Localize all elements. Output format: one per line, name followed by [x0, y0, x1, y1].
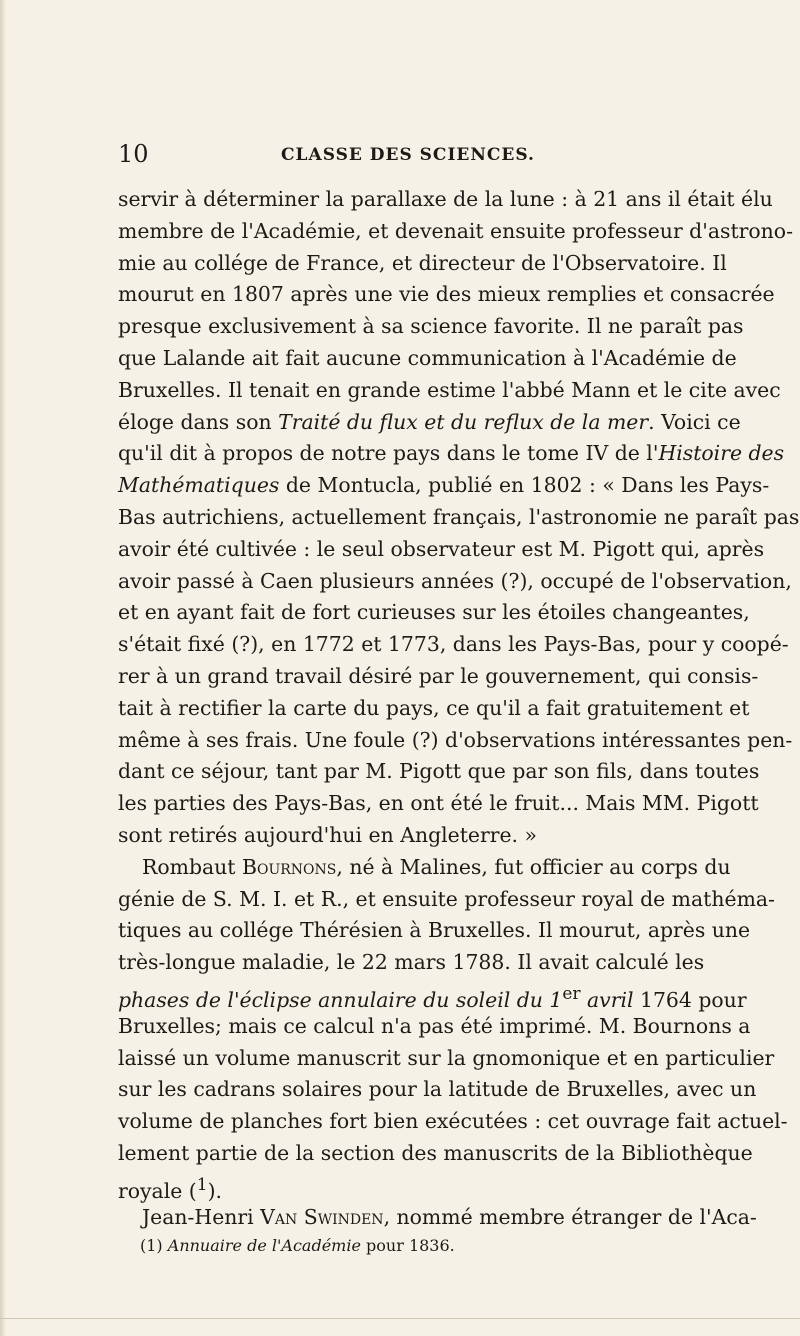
- text-line: Bruxelles; mais ce calcul n'a pas été imprimé. M. Bournons a: [118, 1013, 751, 1038]
- text-line: avoir passé à Caen plusieurs années (?), occupé de l'observation,: [118, 568, 792, 593]
- footnote: [140, 1234, 698, 1258]
- text-line: volume de planches fort bien exécutées : cet ouvrage fait actuel-: [118, 1109, 788, 1134]
- text-line: lement partie de la section des manuscrits de la Bibliothèque: [118, 1140, 753, 1165]
- text-segment: royale (: [118, 1178, 197, 1203]
- body-text: [118, 184, 800, 1233]
- text-line: [118, 1170, 698, 1202]
- superscript: er: [562, 983, 581, 1004]
- text-line: avoir été cultivée : le seul observateur est M. Pigott qui, après: [118, 536, 765, 561]
- text-line: presque exclusivement à sa science favorite. Il ne paraît pas: [118, 314, 744, 339]
- text-line: même à ses frais. Une foule (?) d'observations intéressantes pen-: [118, 727, 793, 752]
- page-bottom-rule: [0, 1318, 800, 1319]
- text-line: sont retirés aujourd'hui en Angleterre. »: [118, 822, 537, 847]
- page-number: 10: [118, 140, 149, 168]
- text-segment: . Voici ce: [648, 409, 741, 434]
- text-line: [118, 407, 741, 439]
- text-line: les parties des Pays-Bas, en ont été le fruit... Mais MM. Pigott: [118, 791, 759, 816]
- text-segment: , nommé membre étranger de l'Aca-: [383, 1204, 757, 1229]
- text-segment: qu'il dit à propos de notre pays dans le tome IV de l': [118, 441, 659, 466]
- text-line: [118, 852, 731, 884]
- italic-title: Traité du flux et du reflux de la mer: [278, 409, 649, 434]
- footnote-marker: (1): [140, 1236, 163, 1255]
- text-line: mourut en 1807 après une vie des mieux remplies et consacrée: [118, 282, 775, 307]
- italic-title: Mathématiques: [118, 473, 280, 498]
- text-line: s'était fixé (?), en 1772 et 1773, dans les Pays-Bas, pour y coopé-: [118, 632, 789, 657]
- text-segment: Jean-Henri: [142, 1204, 261, 1229]
- italic-title: phases de l'éclipse annulaire du soleil du 1: [118, 987, 563, 1012]
- text-line: [118, 979, 747, 1012]
- italic-title: avril: [580, 987, 634, 1012]
- text-line: que Lalande ait fait aucune communication à l'Académie de: [118, 345, 737, 370]
- text-line: génie de S. M. I. et R., et ensuite professeur royal de mathéma-: [118, 886, 775, 911]
- text-line: et en ayant fait de fort curieuses sur les étoiles changeantes,: [118, 600, 750, 625]
- footnote-rest: pour 1836.: [360, 1236, 455, 1255]
- page-edge: [0, 0, 6, 1336]
- text-segment: Rombaut: [142, 854, 242, 879]
- text-line: très-longue maladie, le 22 mars 1788. Il avait calculé les: [118, 950, 705, 975]
- person-name: Van Swinden: [260, 1204, 384, 1229]
- person-name: Bournons: [241, 854, 337, 879]
- italic-title: Histoire des: [658, 441, 785, 466]
- superscript: 1: [196, 1174, 208, 1195]
- text-line: [118, 438, 785, 470]
- footnote-title: Annuaire de l'Académie: [167, 1236, 361, 1255]
- text-line: dant ce séjour, tant par M. Pigott que par son fils, dans toutes: [118, 759, 760, 784]
- text-line: laissé un volume manuscrit sur la gnomonique et en particulier: [118, 1045, 775, 1070]
- text-line: sur les cadrans solaires pour la latitude de Bruxelles, avec un: [118, 1077, 757, 1102]
- text-line: servir à déterminer la parallaxe de la lune : à 21 ans il était élu: [118, 187, 773, 211]
- text-line: membre de l'Académie, et devenait ensuite professeur d'astrono-: [118, 218, 793, 243]
- text-line: [118, 1202, 757, 1234]
- text-segment: 1764 pour: [633, 987, 747, 1012]
- text-segment: de Montucla, publié en 1802 : « Dans les Pays-: [279, 473, 770, 498]
- text-segment: , né à Malines, fut officier au corps du: [336, 854, 731, 879]
- text-segment: éloge dans son: [118, 409, 279, 434]
- text-segment: ).: [207, 1178, 222, 1203]
- text-line: [118, 470, 770, 502]
- text-line: Bruxelles. Il tenait en grande estime l'abbé Mann et le cite avec: [118, 377, 781, 402]
- text-line: Bas autrichiens, actuellement français, l'astronomie ne paraît pas: [118, 504, 800, 529]
- text-line: tait à rectifier la carte du pays, ce qu'il a fait gratuitement et: [118, 695, 750, 720]
- page-header: [118, 138, 698, 172]
- text-line: rer à un grand travail désiré par le gouvernement, qui consis-: [118, 663, 759, 688]
- text-line: mie au collége de France, et directeur de l'Observatoire. Il: [118, 250, 727, 275]
- running-title: CLASSE DES SCIENCES.: [281, 145, 535, 165]
- text-line: tiques au collége Thérésien à Bruxelles. Il mourut, après une: [118, 918, 751, 943]
